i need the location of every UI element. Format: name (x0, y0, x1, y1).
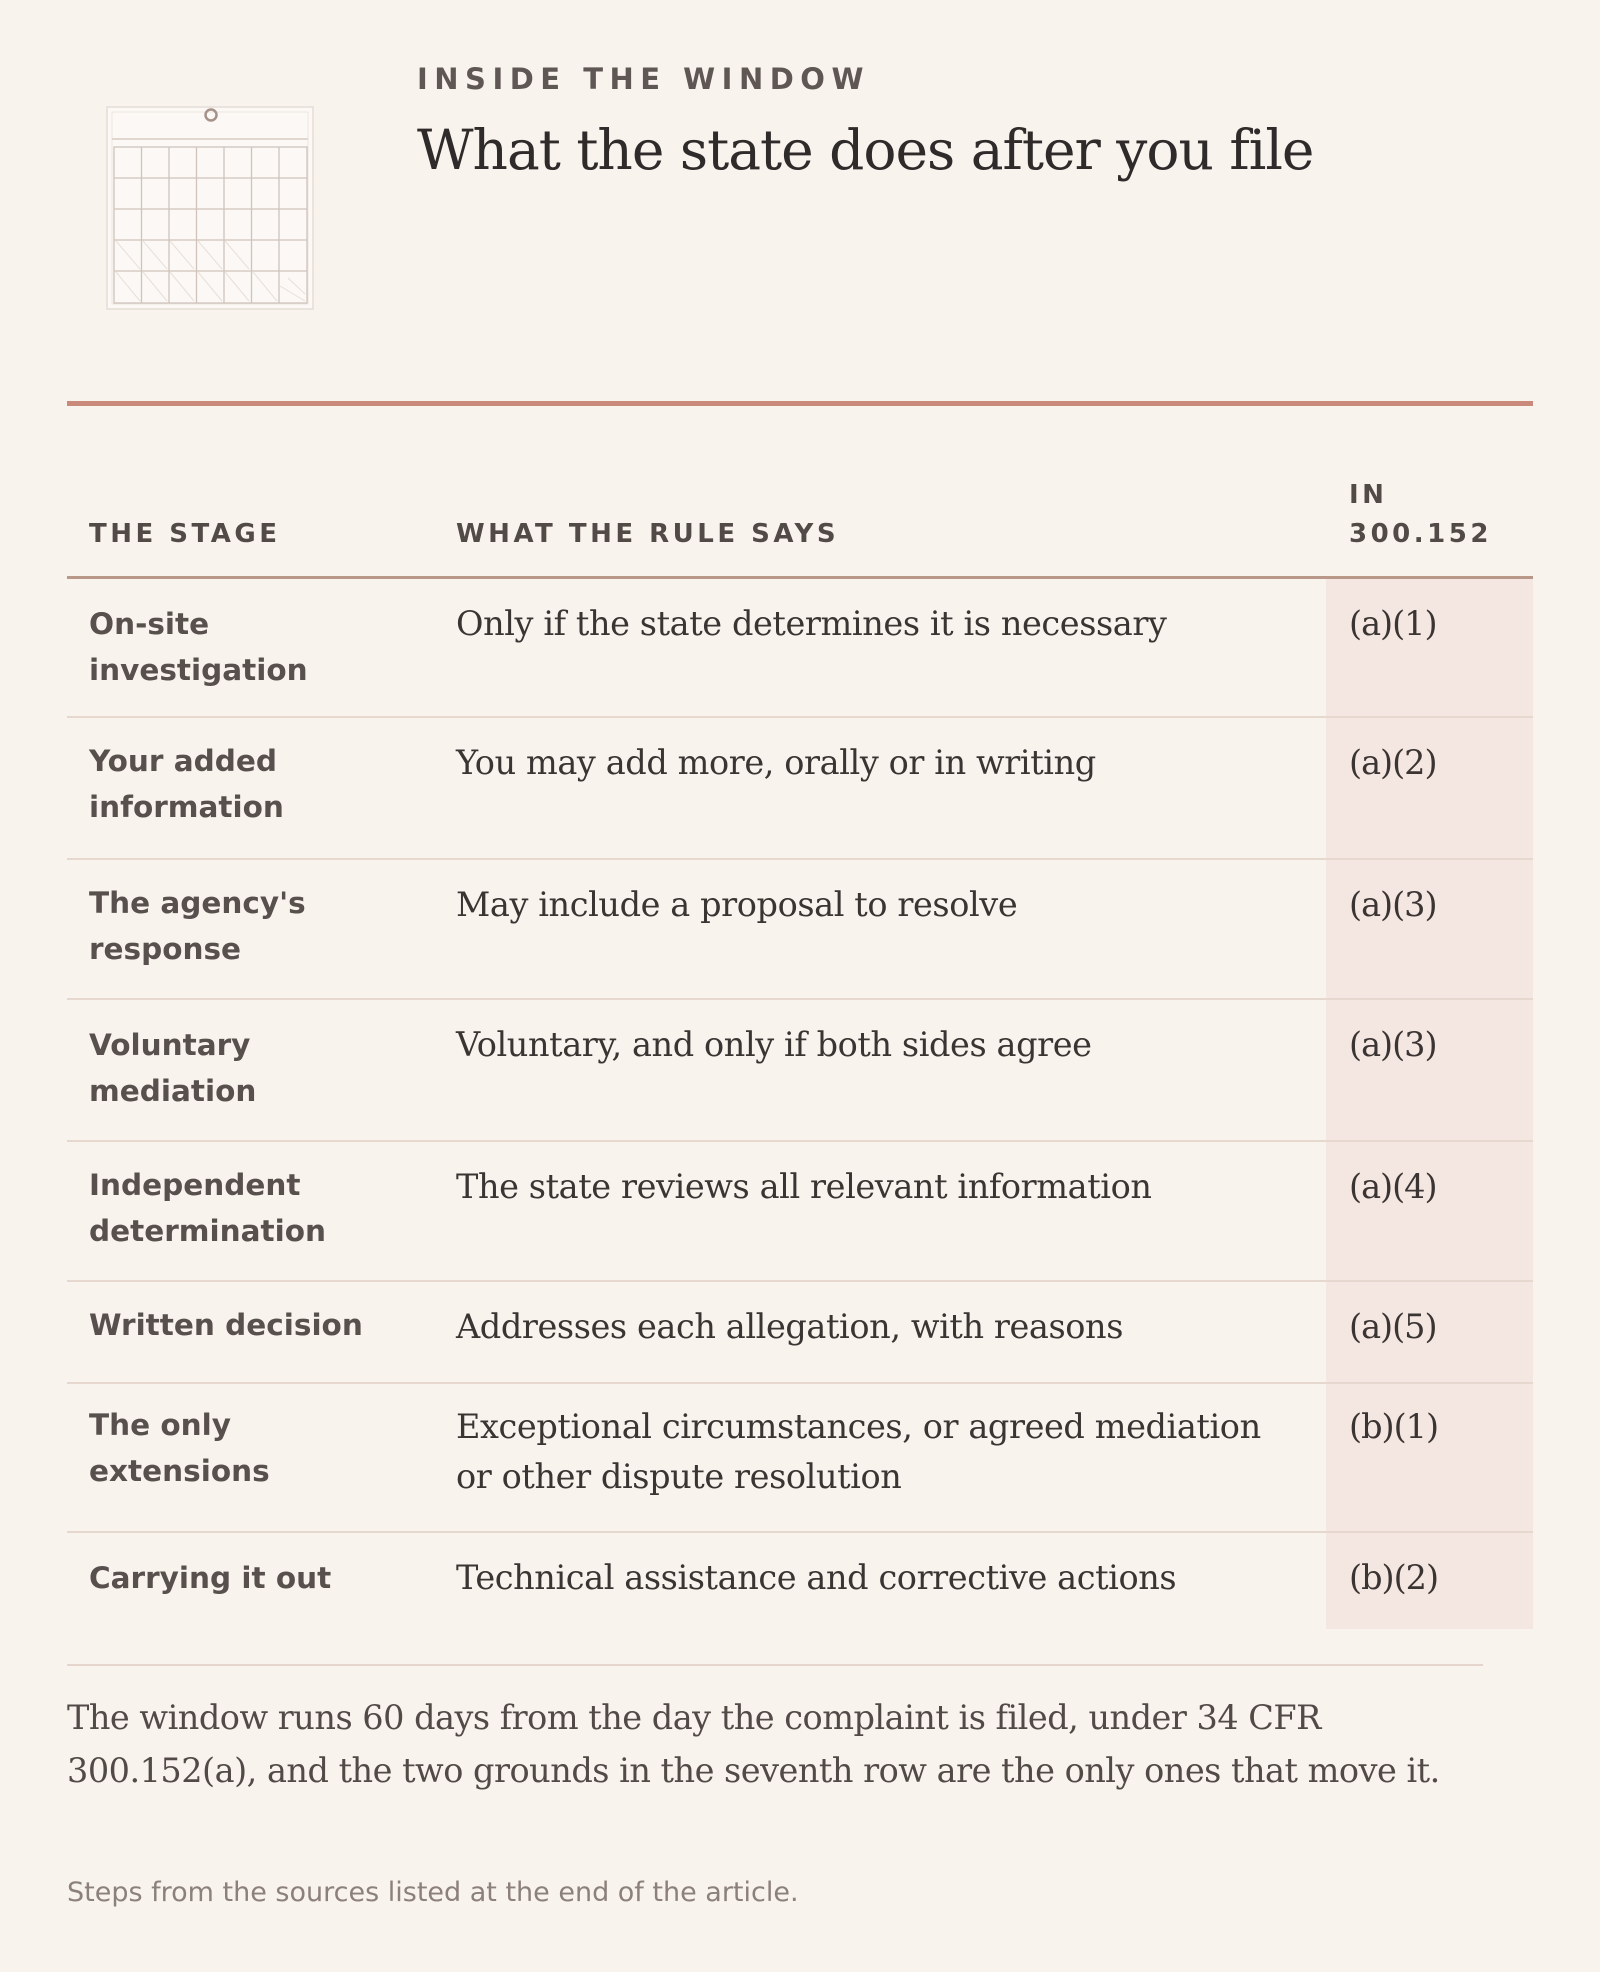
rule-cell: Addresses each allegation, with reasons (456, 1307, 1124, 1346)
stage-cell: Your added information (89, 744, 284, 824)
column-header-rule: WHAT THE RULE SAYS (456, 519, 840, 549)
column-header-ref: IN 300.152 (1349, 480, 1492, 549)
rule-cell: Voluntary, and only if both sides agree (456, 1025, 1092, 1064)
table-row (67, 860, 1533, 1000)
table-header (67, 470, 1533, 579)
rule-cell: Technical assistance and corrective actions (456, 1558, 1177, 1597)
footer-note: The window runs 60 days from the day the complaint is filed, under 34 CFR 300.152(a), and the two grounds in the seventh row are the only ones that move it. (67, 1698, 1440, 1790)
stage-cell: The agency's response (89, 886, 306, 966)
table-row (67, 1000, 1533, 1142)
ref-cell: (b)(1) (1349, 1407, 1439, 1446)
stage-cell: Written decision (89, 1308, 363, 1342)
accent-divider (67, 401, 1533, 406)
stage-cell: On-site investigation (89, 607, 308, 687)
stages-table (67, 470, 1533, 1629)
table-row (67, 1282, 1533, 1384)
source-note: Steps from the sources listed at the end of the article. (67, 1877, 799, 1908)
ref-cell: (b)(2) (1349, 1558, 1439, 1597)
page-title: What the state does after you file (417, 118, 1314, 182)
stage-cell: The only extensions (89, 1408, 270, 1488)
table-row (67, 718, 1533, 860)
column-header-stage: THE STAGE (89, 519, 281, 549)
ref-cell: (a)(1) (1349, 604, 1437, 643)
table-row (67, 579, 1533, 718)
rule-cell: Exceptional circumstances, or agreed mediation or other dispute resolution (456, 1407, 1261, 1496)
table-body (67, 579, 1533, 1629)
ref-cell: (a)(3) (1349, 885, 1437, 924)
rule-cell: May include a proposal to resolve (456, 885, 1018, 924)
stage-cell: Carrying it out (89, 1561, 332, 1595)
ref-cell: (a)(4) (1349, 1167, 1437, 1206)
ref-cell: (a)(2) (1349, 743, 1437, 782)
rule-cell: Only if the state determines it is necessary (456, 604, 1167, 643)
footer-divider (67, 1664, 1483, 1666)
stage-cell: Voluntary mediation (89, 1028, 257, 1108)
ref-cell: (a)(3) (1349, 1025, 1437, 1064)
table-row (67, 1533, 1533, 1629)
ref-cell: (a)(5) (1349, 1307, 1437, 1346)
stage-cell: Independent determination (89, 1168, 327, 1248)
table-row (67, 1142, 1533, 1282)
calendar-icon (106, 106, 316, 312)
rule-cell: You may add more, orally or in writing (456, 743, 1096, 782)
eyebrow: INSIDE THE WINDOW (417, 62, 870, 96)
rule-cell: The state reviews all relevant information (456, 1167, 1152, 1206)
table-row (67, 1384, 1533, 1533)
